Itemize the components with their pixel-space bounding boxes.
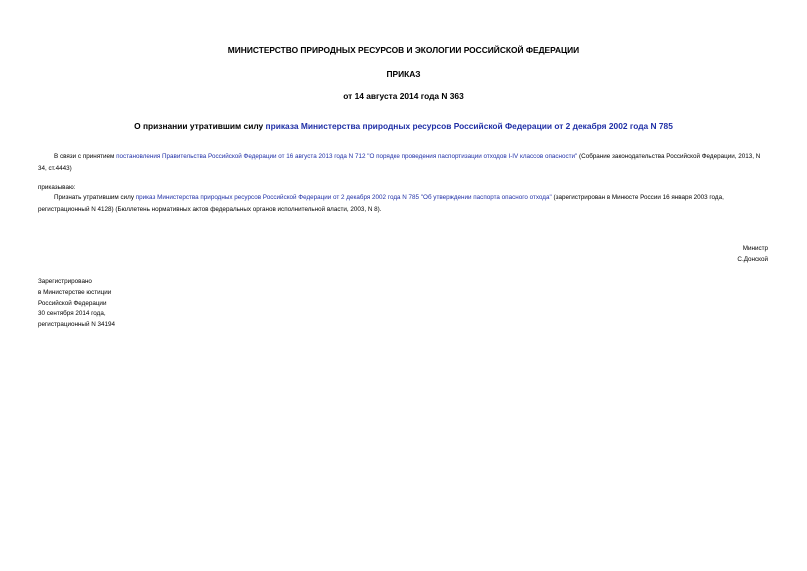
document-title-prefix: О признании утратившим силу — [134, 121, 266, 131]
registration-line: в Министерстве юстиции — [38, 288, 112, 296]
decision-prefix: Признать утратившим силу — [54, 194, 136, 201]
document-date-number: от 14 августа 2014 года N 363 — [343, 91, 464, 101]
document-title — [0, 121, 807, 132]
ministry-heading: МИНИСТЕРСТВО ПРИРОДНЫХ РЕСУРСОВ И ЭКОЛОГИИ РОССИЙСКОЙ ФЕДЕРАЦИИ — [227, 45, 580, 55]
decision-suffix: (зарегистрирован в Минюсте России 16 января 2003 года, регистрационный N 4128) (Бюллетень нормативных актов федеральных органов исполнительной власти, 2003, N 8). — [38, 194, 724, 213]
paragraph-preamble — [38, 151, 770, 174]
document-type-heading: ПРИКАЗ — [386, 69, 421, 79]
registration-block — [38, 277, 115, 331]
preamble-suffix: (Собрание законодательства Российской Федерации, 2013, N 34, ст.4443) — [38, 153, 761, 172]
signature-name: С.Донской — [737, 256, 768, 263]
registration-line: Зарегистрировано — [38, 278, 92, 285]
signature-position: Министр — [742, 245, 768, 252]
decision-link[interactable]: приказ Министерства природных ресурсов Российской Федерации от 2 декабря 2002 года N 785 "Об утверждении паспорта опасного отхода" — [135, 194, 552, 201]
registration-line: регистрационный N 34194 — [38, 321, 116, 329]
preamble-prefix: В связи с принятием — [54, 153, 117, 160]
document-title-link[interactable]: приказа Министерства природных ресурсов Российской Федерации от 2 декабря 2002 года N 785 — [265, 121, 673, 131]
paragraph-decision — [38, 192, 770, 215]
registration-line: 30 сентября 2014 года, — [38, 310, 106, 318]
order-word: приказываю: — [38, 184, 76, 191]
preamble-link[interactable]: постановления Правительства Российской Федерации от 16 августа 2013 года N 712 "О порядке проведения паспортизации отходов I-IV классов опасности" — [116, 153, 578, 160]
registration-line: Российской Федерации — [38, 299, 107, 307]
